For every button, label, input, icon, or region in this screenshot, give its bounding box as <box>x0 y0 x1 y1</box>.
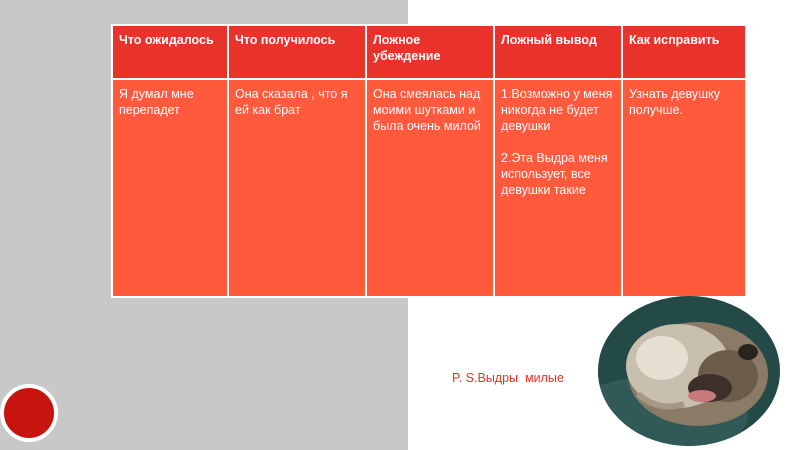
table-row <box>112 79 746 297</box>
header-false-conclusion: Ложный вывод <box>494 25 622 79</box>
cell-false-conclusion <box>494 79 622 297</box>
red-circle-decoration <box>0 384 58 442</box>
cell-expected: Я думал мне перепадет <box>112 79 228 297</box>
table-header-row <box>112 25 746 79</box>
header-expected: Что ожидалось <box>112 25 228 79</box>
false-conclusion-item-2: 2.Эта Выдра меня использует, все девушки такие <box>501 151 608 197</box>
header-false-belief: Ложное убеждение <box>366 25 494 79</box>
header-result: Что получилось <box>228 25 366 79</box>
sea-otter-illustration <box>598 296 780 446</box>
sea-otter-photo <box>598 296 780 446</box>
cell-result: Она сказала , что я ей как брат <box>228 79 366 297</box>
postscript-note: P. S.Выдры милые <box>452 371 564 385</box>
false-conclusion-item-1: 1.Возможно у меня никогда не будет девушки <box>501 87 613 133</box>
header-how-to-fix: Как исправить <box>622 25 746 79</box>
cell-how-to-fix: Узнать девушку получше. <box>622 79 746 297</box>
cell-false-belief: Она смеялась над моими шутками и была очень милой <box>366 79 494 297</box>
thinking-errors-table <box>111 24 747 298</box>
